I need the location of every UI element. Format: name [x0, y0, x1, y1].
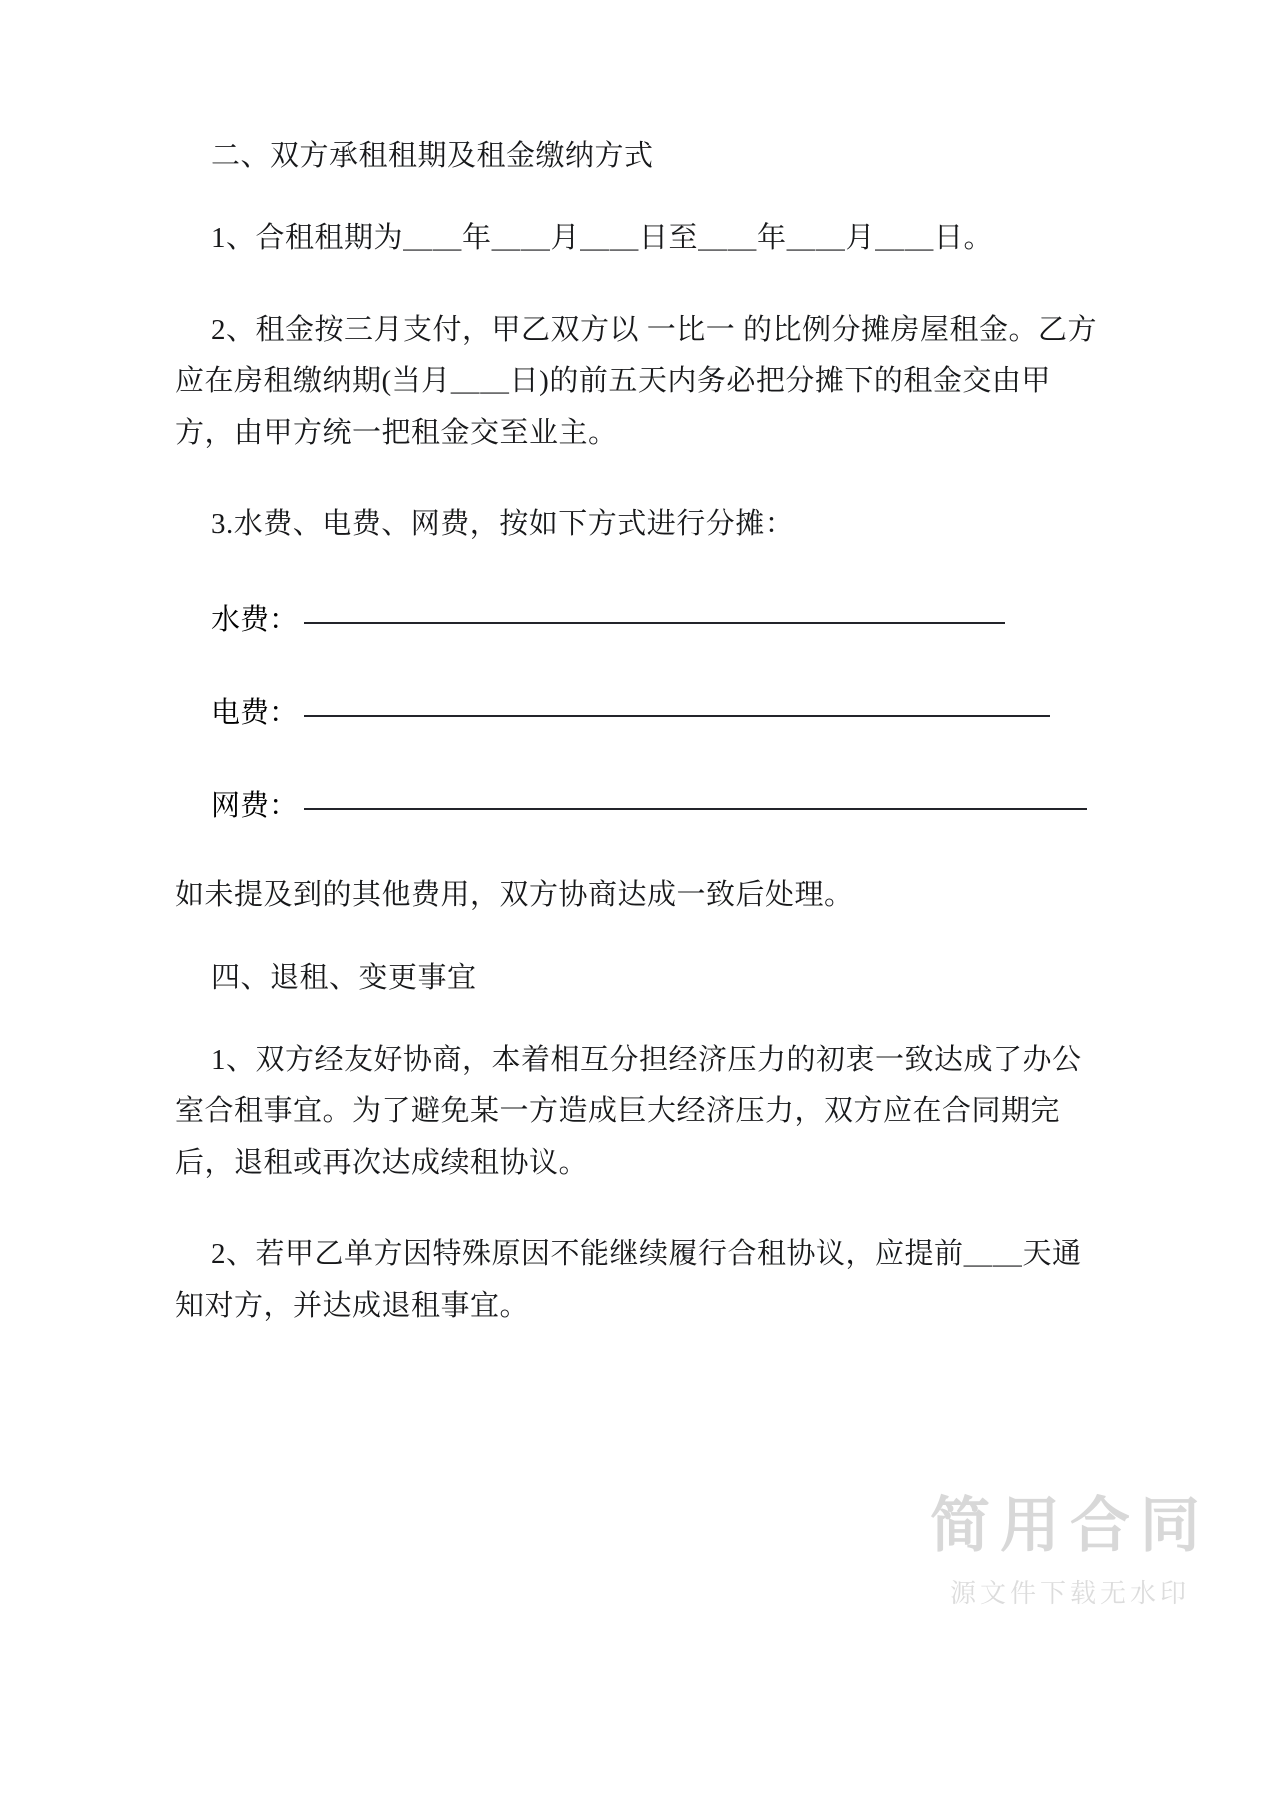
clause-4-2-early-termination: 2、若甲乙单方因特殊原因不能继续履行合租协议，应提前＿＿天通知对方，并达成退租事宜。	[175, 1238, 1082, 1323]
clause-2-2-rent-payment: 2、租金按三月支付，甲乙双方以 一比一 的比例分摊房屋租金。乙方应在房租缴纳期(当月＿＿日)的前五天内务必把分摊下的租金交由甲方，由甲方统一把租金交至业主。	[175, 313, 1098, 449]
fee-blank-water[interactable]	[304, 622, 1005, 624]
watermark	[930, 1492, 1210, 1610]
section-two-heading: 二、双方承租租期及租金缴纳方式	[211, 140, 654, 172]
clause-2-3-utilities-split: 3.水费、电费、网费，按如下方式进行分摊：	[211, 508, 795, 541]
clause-2-1-lease-term: 1、合租租期为＿＿年＿＿月＿＿日至＿＿年＿＿月＿＿日。	[211, 222, 994, 254]
fee-blank-network[interactable]	[304, 808, 1087, 810]
other-fees-note: 如未提及到的其他费用，双方协商达成一致后处理。	[175, 879, 854, 912]
fee-label-network: 网费：	[211, 790, 299, 823]
fee-label-water: 水费：	[211, 604, 299, 637]
watermark-brand: 简用合同	[930, 1491, 1210, 1561]
clause-4-1-mutual-agreement: 1、双方经友好协商，本着相互分担经济压力的初衷一致达成了办公室合租事宜。为了避免某一方造成巨大经济压力，双方应在合同期完后，退租或再次达成续租协议。	[175, 1043, 1082, 1179]
fee-label-electricity: 电费：	[211, 697, 299, 730]
watermark-tagline: 源文件下载无水印	[949, 1579, 1190, 1609]
fee-row-electricity	[175, 664, 1105, 757]
fee-row-water	[175, 571, 1105, 664]
section-four-heading: 四、退租、变更事宜	[211, 961, 477, 994]
fee-blank-electricity[interactable]	[304, 715, 1050, 717]
fee-row-network	[175, 757, 1105, 850]
